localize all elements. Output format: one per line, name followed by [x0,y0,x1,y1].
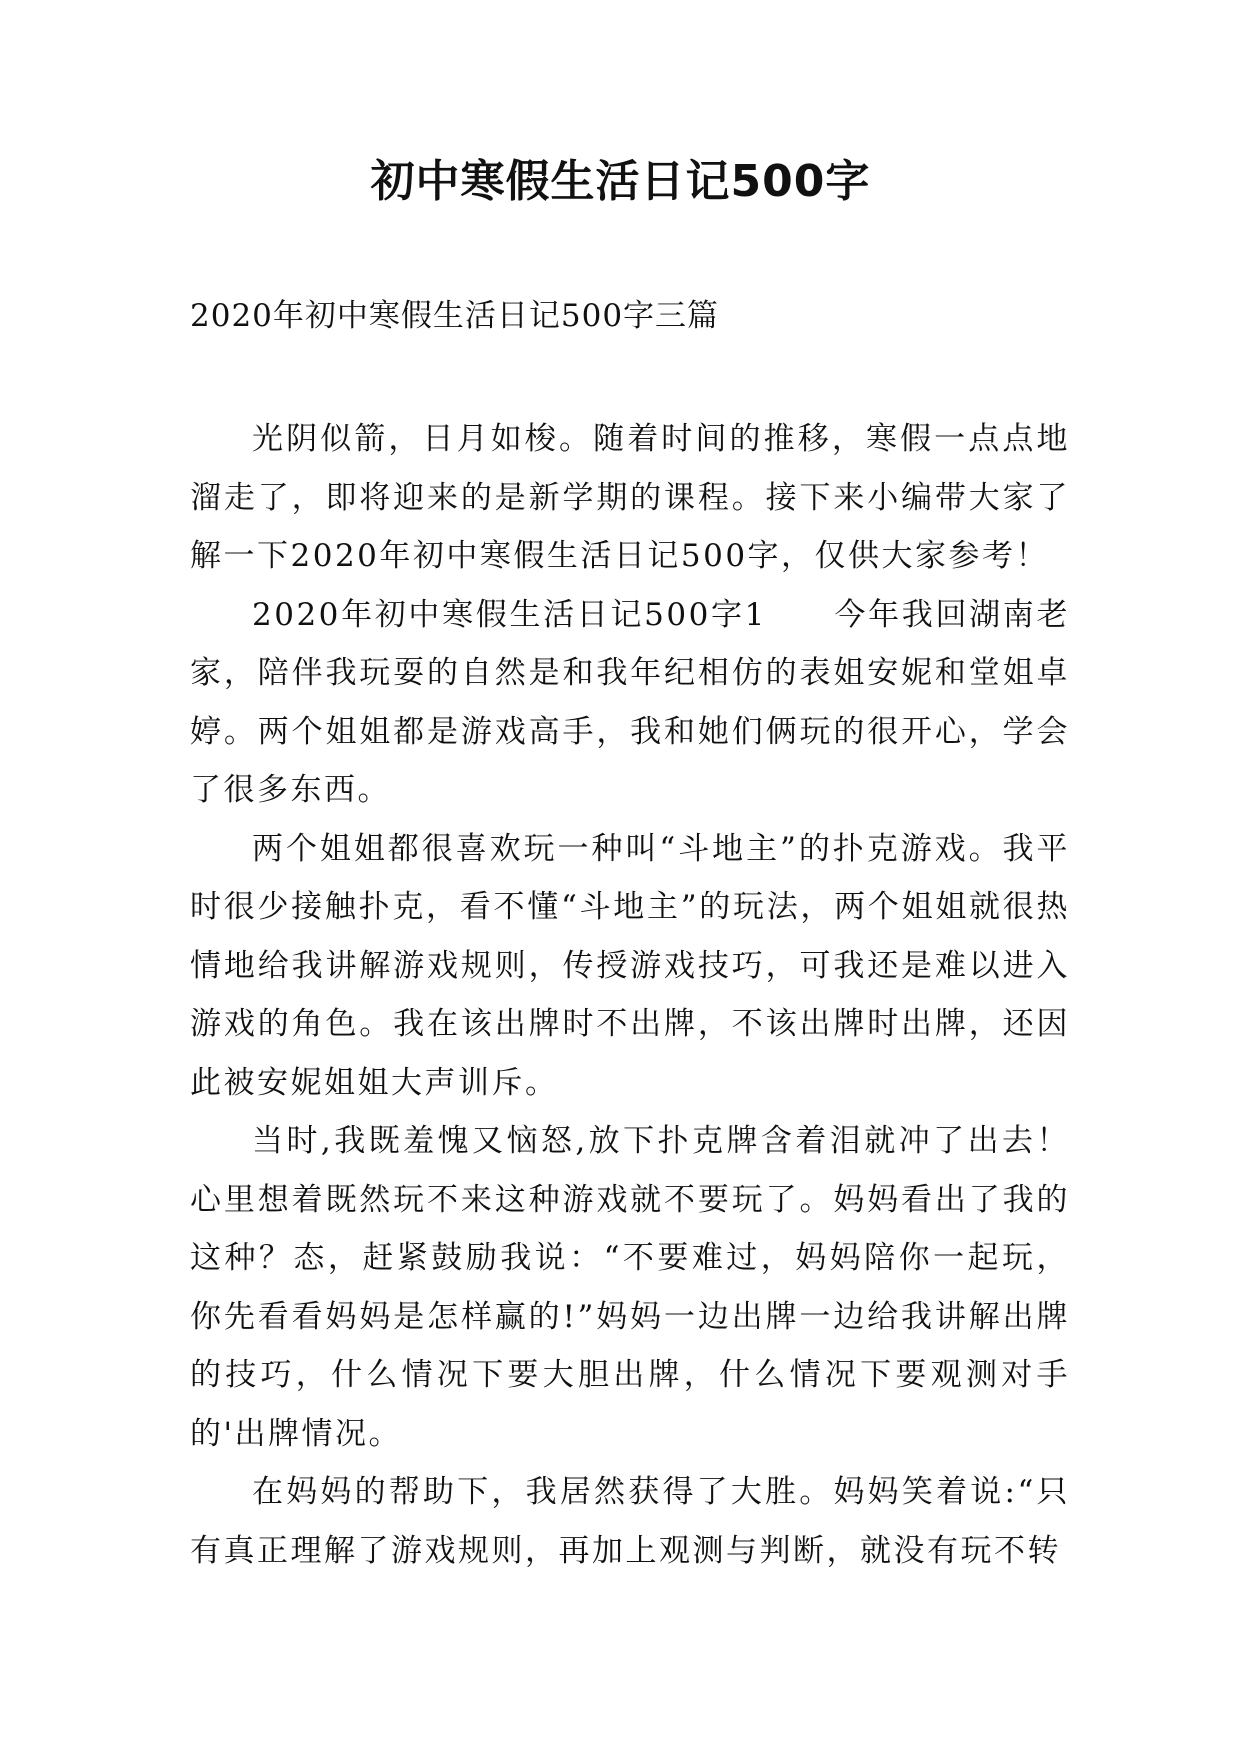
document-body [190,410,1070,1580]
paragraph: 在妈妈的帮助下，我居然获得了大胜。妈妈笑着说:“只有真正理解了游戏规则，再加上观测与判断，就没有玩不转 [190,1474,1070,1569]
paragraph: 光阴似箭，日月如梭。随着时间的推移，寒假一点点地溜走了，即将迎来的是新学期的课程。接下来小编带大家了解一下2020年初中寒假生活日记500字，仅供大家参考！ [190,421,1070,574]
document-subtitle: 2020年初中寒假生活日记500字三篇 [190,298,720,334]
document-title: 初中寒假生活日记500字 [370,156,871,207]
paragraph: 当时,我既羞愧又恼怒,放下扑克牌含着泪就冲了出去！心里想着既然玩不来这种游戏就不要玩了。妈妈看出了我的这种？态，赶紧鼓励我说：“不要难过，妈妈陪你一起玩，你先看看妈妈是怎样赢的!”妈妈一边出牌一边给我讲解出牌的技巧，什么情况下要大胆出牌，什么情况下要观测对手的'出牌情况。 [190,1123,1070,1452]
paragraph: 2020年初中寒假生活日记500字1 今年我回湖南老家，陪伴我玩耍的自然是和我年纪相仿的表姐安妮和堂姐卓婷。两个姐姐都是游戏高手，我和她们俩玩的很开心，学会了很多东西。 [190,596,1070,808]
paragraph: 两个姐姐都很喜欢玩一种叫“斗地主”的扑克游戏。我平时很少接触扑克，看不懂“斗地主”的玩法，两个姐姐就很热情地给我讲解游戏规则，传授游戏技巧，可我还是难以进入游戏的角色。我在该出牌时不出牌，不该出牌时出牌，还因此被安妮姐姐大声训斥。 [190,830,1070,1101]
